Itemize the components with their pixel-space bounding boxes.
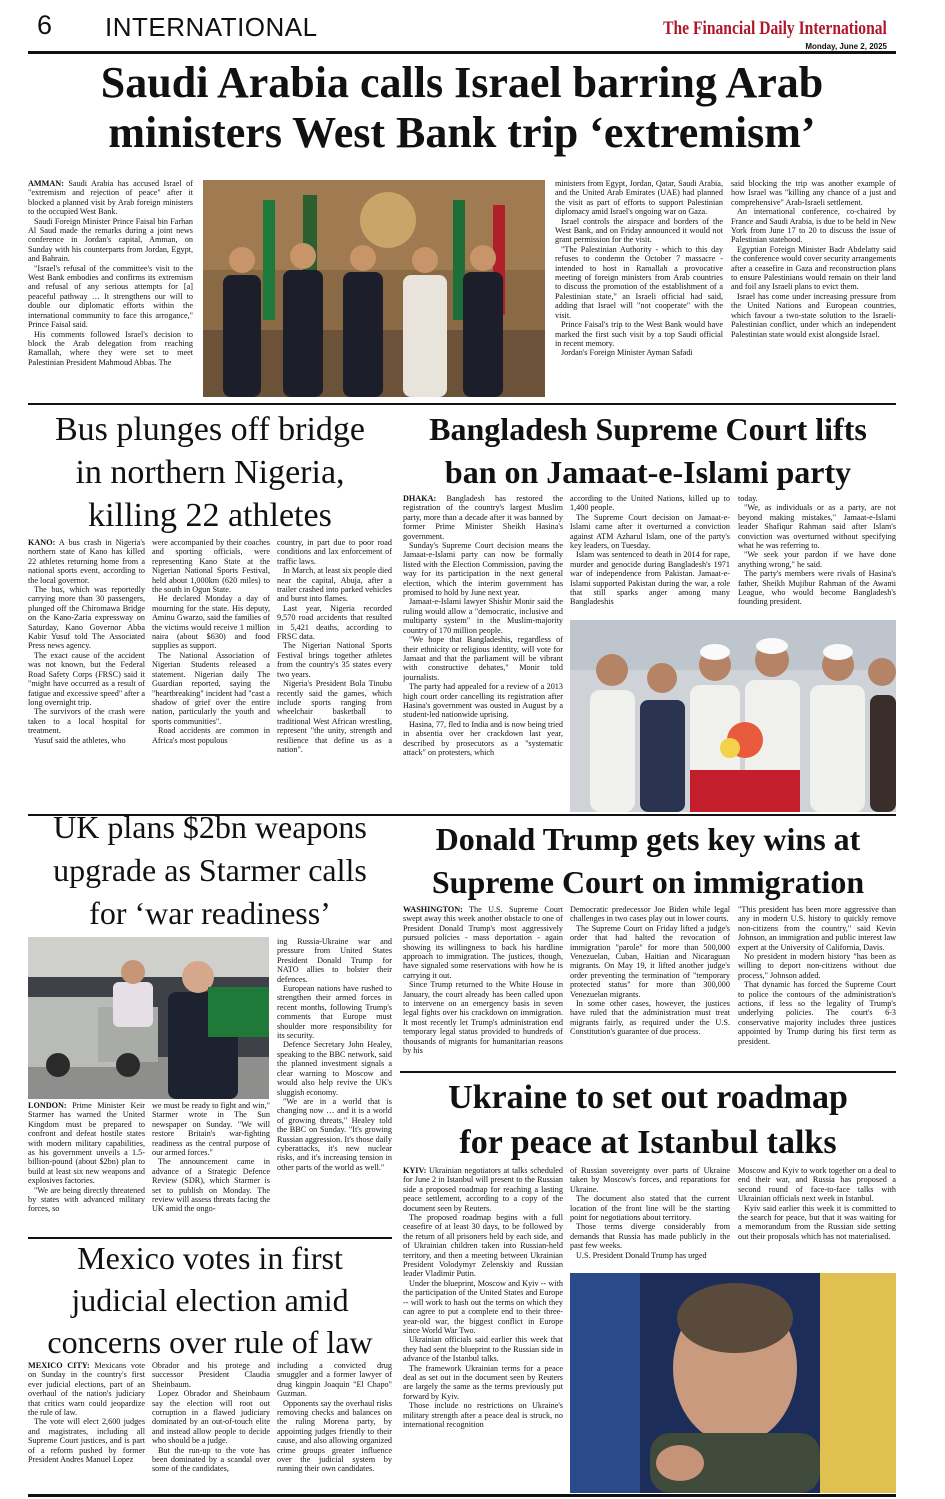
article-saudi-col1 xyxy=(28,179,193,397)
headline-line: for peace at Istanbul talks xyxy=(459,1124,837,1161)
paragraph: Lopez Obrador and Sheinbaum say the election will root out corruption in a flawed judiciary dominated by an out-of-touch elite and instead allow people to decide who should be a judge. xyxy=(152,1389,270,1446)
paragraph: Moscow and Kyiv to work together on a deal to end their war, and Russia has proposed a second round of face-to-face talks with Ukrainian officials next week in Istanbul. xyxy=(738,1166,896,1204)
article-trump-col2 xyxy=(570,905,730,1067)
article-saudi-col3 xyxy=(731,179,896,397)
headline-line: upgrade as Starmer calls xyxy=(53,852,367,888)
paragraph: He declared Monday a day of mourning for the state. His deputy, Aminu Gwarzo, said the families of the victims would receive 1 million naira (about $630) and food supplies as support. xyxy=(152,594,270,651)
dateline: DHAKA: xyxy=(403,494,437,503)
article-ukraine-col3 xyxy=(738,1166,896,1270)
headline-trump xyxy=(400,818,896,904)
paragraph: Since Trump returned to the White House in January, the court already has been called upon to intervene on an emergency basis in seven legal fights over his crackdown on immigration. It most recently let Trump's administration end temporary legal status provided to hundreds of thousands of migrants for humanitarian reasons by his xyxy=(403,980,563,1056)
paragraph xyxy=(28,1101,145,1186)
headline-line: Bangladesh Supreme Court lifts xyxy=(429,411,867,447)
headline-line: killing 22 athletes xyxy=(88,497,332,534)
paragraph: Yusuf said the athletes, who xyxy=(34,735,126,745)
article-uk-col1 xyxy=(28,1101,145,1233)
paragraph: Last year, Nigeria recorded 9,570 road accidents that resulted in 5,421 deaths, according to FRSC data. xyxy=(277,603,392,642)
article-saudi-col2 xyxy=(555,179,723,397)
headline-line: judicial election amid xyxy=(71,1282,349,1318)
paragraph: Jordan's Foreign Minister Ayman Safadi xyxy=(561,348,693,358)
paragraph: Opponents say the overhaul risks removing checks and balances on the ruling Morena party, by appointing judges friendly to their cause, and also allowing organized crime groups greater influence over the judicial system by running their own candidates. xyxy=(277,1398,392,1474)
article-mexico-col1 xyxy=(28,1361,145,1491)
dateline: KANO: xyxy=(28,538,56,547)
paragraph: "We seek your pardon if we have done anything wrong," he said. xyxy=(738,550,896,569)
paragraph-text: A bus crash in Nigeria's northern state of Kano has killed 22 athletes returning home from a national sports event, according to the local governor. xyxy=(28,538,145,585)
headline-bangladesh xyxy=(400,408,896,494)
paragraph xyxy=(28,1361,145,1417)
paragraph: Israel controls the airspace and borders of the West Bank, and on Friday announced it would not grant permission for the visit. xyxy=(555,216,723,245)
article-nigeria-col1 xyxy=(28,538,145,806)
paragraph: Sunday's Supreme Court decision means the Jamaat-e-Islami party can now be formally listed with the Election Commission, paving the way for its participation in the next general election, which the interim government has promised to hold by June next year. xyxy=(403,541,563,598)
paragraph-text: The U.S. Supreme Court swept away this week another obstacle to one of President Donald Trump's most aggressively pursued policies - mass deportation - again showing its willingness to back his hardline approach to immigration. The justices, though, have signaled some reservations with how he is carrying it out. xyxy=(403,905,563,980)
paragraph: In March, at least six people died near the capital, Abuja, after a trailer crashed into parked vehicles and burst into flames. xyxy=(277,566,392,604)
paragraph: The party's members were rivals of Hasina's father, Sheikh Mujibur Rahman of the Awami League, who would become Bangladesh's founding president. xyxy=(738,569,896,607)
paragraph: Islam was sentenced to death in 2014 for rape, murder and genocide during Bangladesh's 1971 war of independence from Pakistan. Jamaat-e-Islami supported Pakistan during the war, a role that still sparks anger among many Bangladeshis xyxy=(570,550,730,607)
paragraph: Ukrainian officials said earlier this week that they had sent the blueprint to the Russian side in advance of the Istanbul talks. xyxy=(403,1335,563,1364)
paragraph: "We are being directly threatened by states with advanced military forces, so xyxy=(28,1185,145,1214)
paragraph: said blocking the trip was another example of how Israel was "killing any chance of a just and comprehensive" Arab-Israeli settlement. xyxy=(731,179,896,207)
headline-saudi xyxy=(28,58,896,158)
paragraph-text: Bangladesh has restored the registration of the country's largest Muslim party, more than a decade after it was banned by former Prime Minister Sheikh Hasina's government. xyxy=(403,494,563,541)
article-uk-col2 xyxy=(152,1101,270,1233)
article-nigeria-col3 xyxy=(277,538,392,806)
photo-jamaat-leaders-with-flowers xyxy=(570,620,896,812)
paragraph: Defence Secretary John Healey, speaking to the BBC network, said the planned investment signals a clear warning to Moscow and would also help revive the UK's sluggish economy. xyxy=(277,1040,392,1097)
photo-starmer-military-vehicle xyxy=(28,937,269,1099)
headline-line: concerns over rule of law xyxy=(47,1324,373,1360)
headline-line: Donald Trump gets key wins at xyxy=(435,821,861,857)
paragraph xyxy=(403,1166,563,1213)
dateline: WASHINGTON: xyxy=(403,905,463,914)
paragraph: were accompanied by their coaches and sporting officials, were representing Kano State at the Nigerian National Sports Festival, held about 1,000km (620 miles) to the south in Ogun State. xyxy=(152,538,270,595)
paragraph: European nations have rushed to strengthen their armed forces in recent months, following Trump's comments that Europe must shoulder more responsibility for its security. xyxy=(277,984,392,1041)
paragraph: we must be ready to fight and win," Starmer wrote in The Sun newspaper on Sunday. "We will restore Britain's war-fighting readiness as the central purpose of our armed forces." xyxy=(152,1101,270,1158)
paragraph: Nigeria's President Bola Tinubu recently said the games, which include sports ranging from wheelchair basketball to traditional West African wrestling, represent "the unity, strength and resilience that define us as a nation". xyxy=(277,679,392,754)
paragraph: The exact cause of the accident was not known, but the Federal Road Safety Corps (FRSC) said it "might have occurred as a result of fatigue and excessive speed" after a long overnight trip. xyxy=(28,650,145,707)
paragraph: "We hope that Bangladeshis, regardless of their ethnicity or religious identity, will vote for Jamaat and that the parliament will be vibrant with constructive debates," Monir told journalists. xyxy=(403,635,563,682)
paragraph: An international conference, co-chaired by France and Saudi Arabia, is due to be held in New York from June 17 to 20 to discuss the issue of Palestinian statehood. xyxy=(731,207,896,245)
paragraph: The Supreme Court decision on Jamaat-e-Islami came after it overturned a conviction against ATM Azharul Islam, one of the party's key leaders, on Tuesday. xyxy=(570,512,730,551)
paragraph: Those include no restrictions on Ukraine's military strength after a peace deal is struck, no international recognition xyxy=(403,1401,563,1429)
headline-line: Supreme Court on immigration xyxy=(431,864,865,900)
paragraph: The National Association of Nigerian Students released a statement. Nigerian daily The Guardian reported, saying the "heartbreaking" incident had "cast a shadow of grief over the entire nation, particularly the youth and sports communities". xyxy=(152,650,270,726)
paragraph: Those terms diverge considerably from demands that Russia has made publicly in the past few weeks. xyxy=(570,1222,730,1251)
article-mexico-col2 xyxy=(152,1361,270,1491)
headline-line: for ‘war readiness’ xyxy=(89,895,331,931)
paragraph: The survivors of the crash were taken to a local hospital for treatment. xyxy=(28,707,145,736)
article-bangladesh-col2 xyxy=(570,494,730,614)
article-trump-col3 xyxy=(738,905,896,1067)
section-title: INTERNATIONAL xyxy=(105,12,318,42)
paragraph: Kyiv said earlier this week it is committed to the search for peace, but that it was waiting for a memorandum from the Russian side setting out their proposals which has not materialised. xyxy=(738,1203,896,1241)
headline-line: ban on Jamaat-e-Islami party xyxy=(444,454,852,490)
paragraph: "The Palestinian Authority - which to this day refuses to condemn the October 7 massacre - intended to host in Ramallah a provocative meeting of foreign ministers from Arab countries to discuss the promotion of the establishment of a Palestinian state," an Israeli official had said, adding that Israel will "not cooperate" with the visit. xyxy=(555,244,723,320)
headline-line: Bus plunges off bridge xyxy=(54,411,366,448)
paragraph: No president in modern history "has been as willing to deport non-citizens without due process," Johnson added. xyxy=(738,952,896,980)
paragraph: "We are in a world that is changing now … and it is a world of growing threats," Healey told the BBC on Sunday. "It's growing Russian aggression. It's those daily cyberattacks, it's new nuclear risks, and it's increasing tension in other parts of the world as well." xyxy=(277,1096,392,1172)
paragraph: Road accidents are common in Africa's most populous xyxy=(152,726,270,745)
paragraph: Prince Faisal's trip to the West Bank would have marked the first such visit by a top Saudi official in recent memory. xyxy=(555,320,723,348)
paragraph: including a convicted drug smuggler and a former lawyer of drug kingpin Joaquin "El Chapo" Guzman. xyxy=(277,1361,392,1399)
paragraph-text: Ukrainian negotiators at talks scheduled for June 2 in Istanbul will present to the Russian side a proposed roadmap for reaching a lasting peace settlement, according to a copy of the document seen by Reuters. xyxy=(403,1166,563,1213)
headline-line: ministers West Bank trip ‘extremism’ xyxy=(108,108,816,157)
paragraph: ministers from Egypt, Jordan, Qatar, Saudi Arabia, and the United Arab Emirates (UAE) had planned the visit as part of efforts to support Palestinian diplomacy amid Israel's ongoing war on Gaza. xyxy=(555,179,723,217)
paragraph xyxy=(28,179,193,217)
paragraph-text: Mexicans vote on Sunday in the country's first ever judicial elections, part of an overhaul of the nation's judiciary that critics warn could jeopardize the rule of law. xyxy=(28,1361,145,1418)
section-rule xyxy=(400,1071,896,1073)
paragraph: The Supreme Court on Friday lifted a judge's order that had halted the revocation of immigration "parole" for more than 500,000 Venezuelan, Cuban, Haitian and Nicaraguan migrants. On May 19, it lifted another judge's order preventing the termination of "temporary protected status" for more than 300,000 Venezuelan migrants. xyxy=(570,923,730,999)
article-mexico-col3 xyxy=(277,1361,392,1491)
article-bangladesh-col3 xyxy=(738,494,896,614)
photo-zelenskiy xyxy=(570,1273,896,1493)
paragraph: "This president has been more aggressive than any in modern U.S. history to quickly remove non-citizens from the country," said Kevin Johnson, an immigration and public interest law expert at the University of California, Davis. xyxy=(738,905,896,952)
section-rule xyxy=(28,403,896,405)
article-ukraine-col1 xyxy=(403,1166,563,1491)
paragraph: The proposed roadmap begins with a full ceasefire of at least 30 days, to be followed by the return of all prisoners held by each side, and of Ukrainian children taken into Russian-held territory, and then a meeting between Ukrainian President Volodymyr Zelenskiy and Russian leader Vladimir Putin. xyxy=(403,1213,563,1279)
header-rule xyxy=(28,51,896,54)
paragraph xyxy=(403,905,563,980)
paragraph: The bus, which was reportedly carrying more than 30 passengers, plunged off the Chiromawa Bridge on the Kano-Zaria expressway on Saturday, Kano Governor Abba Kabir Yusuf told The Associated Press news agency. xyxy=(28,585,145,651)
paragraph: according to the United Nations, killed up to 1,400 people. xyxy=(570,494,730,513)
footer-rule xyxy=(28,1494,896,1497)
paragraph: Under the blueprint, Moscow and Kyiv -- with the participation of the United States and Europe -- will work to hash out the terms on which they can agree to put a complete end to their three-year-old war, the biggest conflict in Europe since World War Two. xyxy=(403,1278,563,1335)
paragraph: The announcement came in advance of a Strategic Defence Review (SDR), which Starmer is set to publish on Monday. The review will assess threats facing the UK amid the ongo- xyxy=(152,1157,270,1214)
photo-ministers-press-conference xyxy=(203,180,545,397)
paragraph-text: Saudi Arabia has accused Israel of "extremism and rejection of peace" after it blocked a planned visit by Arab foreign ministers to the occupied West Bank. xyxy=(28,179,193,217)
dateline: AMMAN: xyxy=(28,179,64,188)
paragraph: Jamaat-e-Islami lawyer Shishir Monir said the ruling would allow a "democratic, inclusive and multiparty system" in the Muslim-majority country of 170 million people. xyxy=(403,597,563,635)
headline-nigeria xyxy=(28,408,392,537)
headline-uk xyxy=(28,806,392,935)
headline-mexico xyxy=(28,1237,392,1363)
paragraph: Obrador and his protege and successor President Claudia Sheinbaum. xyxy=(152,1361,270,1389)
dateline: MEXICO CITY: xyxy=(28,1361,90,1370)
paragraph: But the run-up to the vote has been dominated by a scandal over some of the candidates, xyxy=(152,1445,270,1474)
article-bangladesh-col1 xyxy=(403,494,563,812)
paragraph: ing Russia-Ukraine war and pressure from United States President Donald Trump for NATO allies to bolster their defences. xyxy=(277,937,392,984)
headline-line: in northern Nigeria, xyxy=(75,454,345,491)
paragraph: of Russian sovereignty over parts of Ukraine taken by Moscow's forces, and reparations for Ukraine. xyxy=(570,1166,730,1194)
page-number: 6 xyxy=(37,10,53,40)
paragraph: "We, as individuals or as a party, are not beyond making mistakes," Jamaat-e-Islami leader Shafiqur Rahman said after Islam's conviction was overturned without specifying what he was referring to. xyxy=(738,503,896,551)
headline-line: Ukraine to set out roadmap xyxy=(448,1079,848,1116)
paragraph: Hasina, 77, fled to India and is now being tried in absentia over her crackdown last year, described by prosecutors as a "systematic attack" on protesters, which xyxy=(403,719,563,757)
headline-line: Saudi Arabia calls Israel barring Arab xyxy=(100,58,824,107)
dateline: LONDON: xyxy=(28,1101,67,1110)
article-nigeria-col2 xyxy=(152,538,270,806)
article-ukraine-col2 xyxy=(570,1166,730,1270)
paragraph: Israel has come under increasing pressure from the United Nations and European countries, which favour a two-state solution to the Israeli-Palestinian conflict, under which an independent Palestinian state would exist alongside Israel. xyxy=(731,291,896,339)
paragraph: His comments followed Israel's decision to block the Arab delegation from reaching Ramallah, where they were set to meet Palestinian President Mahmoud Abbas. The xyxy=(28,329,193,367)
paragraph: In some other cases, however, the justices have ruled that the administration must treat migrants fairly, as required under the U.S. Constitution's guarantee of due process. xyxy=(570,999,730,1037)
article-uk-col3 xyxy=(277,937,392,1233)
paragraph: The vote will elect 2,600 judges and magistrates, including all Supreme Court justices, and is part of a reform pushed by former President Andres Manuel Lopez xyxy=(28,1417,145,1465)
article-trump-col1 xyxy=(403,905,563,1067)
paragraph: The document also stated that the current location of the front line will be the starting point for negotiations about territory. xyxy=(570,1194,730,1223)
headline-line: UK plans $2bn weapons xyxy=(53,809,367,845)
paragraph: The party had appealed for a review of a 2013 high court order cancelling its registration after Hasina's government was ousted in August by a student-led nationwide uprising. xyxy=(403,682,563,720)
issue-date: Monday, June 2, 2025 xyxy=(805,42,887,51)
paragraph: The framework Ukrainian terms for a peace deal as set out in the document seen by Reuters are largely the same as the terms previously put forward by Kyiv. xyxy=(403,1363,563,1401)
paragraph: That dynamic has forced the Supreme Court to police the contours of the administration's actions, if less so the legality of Trump's underlying policies. The court's 6-3 conservative majority includes three justices appointed by Trump during his first term as president. xyxy=(738,980,896,1046)
masthead: The Financial Daily International xyxy=(663,18,887,39)
paragraph: country, in part due to poor road conditions and lax enforcement of traffic laws. xyxy=(277,538,392,566)
paragraph: Democratic predecessor Joe Biden while legal challenges in two cases play out in lower courts. xyxy=(570,905,730,924)
headline-ukraine xyxy=(400,1075,896,1165)
paragraph: today. xyxy=(738,494,758,503)
paragraph: Saudi Foreign Minister Prince Faisal bin Farhan Al Saud made the remarks during a joint news conference in Jordan's capital, Amman, on Sunday with his counterparts from Jordan, Egypt, and Bahrain. xyxy=(28,216,193,264)
paragraph: The Nigerian National Sports Festival brings together athletes from the country's 35 states every two years. xyxy=(277,641,392,679)
dateline: KYIV: xyxy=(403,1166,427,1175)
paragraph: Egyptian Foreign Minister Badr Abdelatty said the conference would cover security arrangements after a ceasefire in Gaza and reconstruction plans to ensure Palestinians would remain on their land and foil any Israeli plans to evict them. xyxy=(731,244,896,292)
paragraph xyxy=(403,494,563,541)
paragraph: "Israel's refusal of the committee's visit to the West Bank embodies and confirms its extremism and refusal of any serious attempts for [a] peaceful pathway … It strengthens our will to double our diplomatic efforts within the international community to face this arrogance," Prince Faisal said. xyxy=(28,263,193,330)
headline-line: Mexico votes in first xyxy=(77,1240,343,1276)
paragraph xyxy=(28,538,145,585)
paragraph: U.S. President Donald Trump has urged xyxy=(576,1250,707,1260)
paragraph-text: Prime Minister Keir Starmer has warned the United Kingdom must be prepared to confront and defeat hostile states with modern military capabilities, as his government unveils a 1.5-billion-pound (about $2bn) plan to build at least six new weapons and explosives factories. xyxy=(28,1101,145,1186)
